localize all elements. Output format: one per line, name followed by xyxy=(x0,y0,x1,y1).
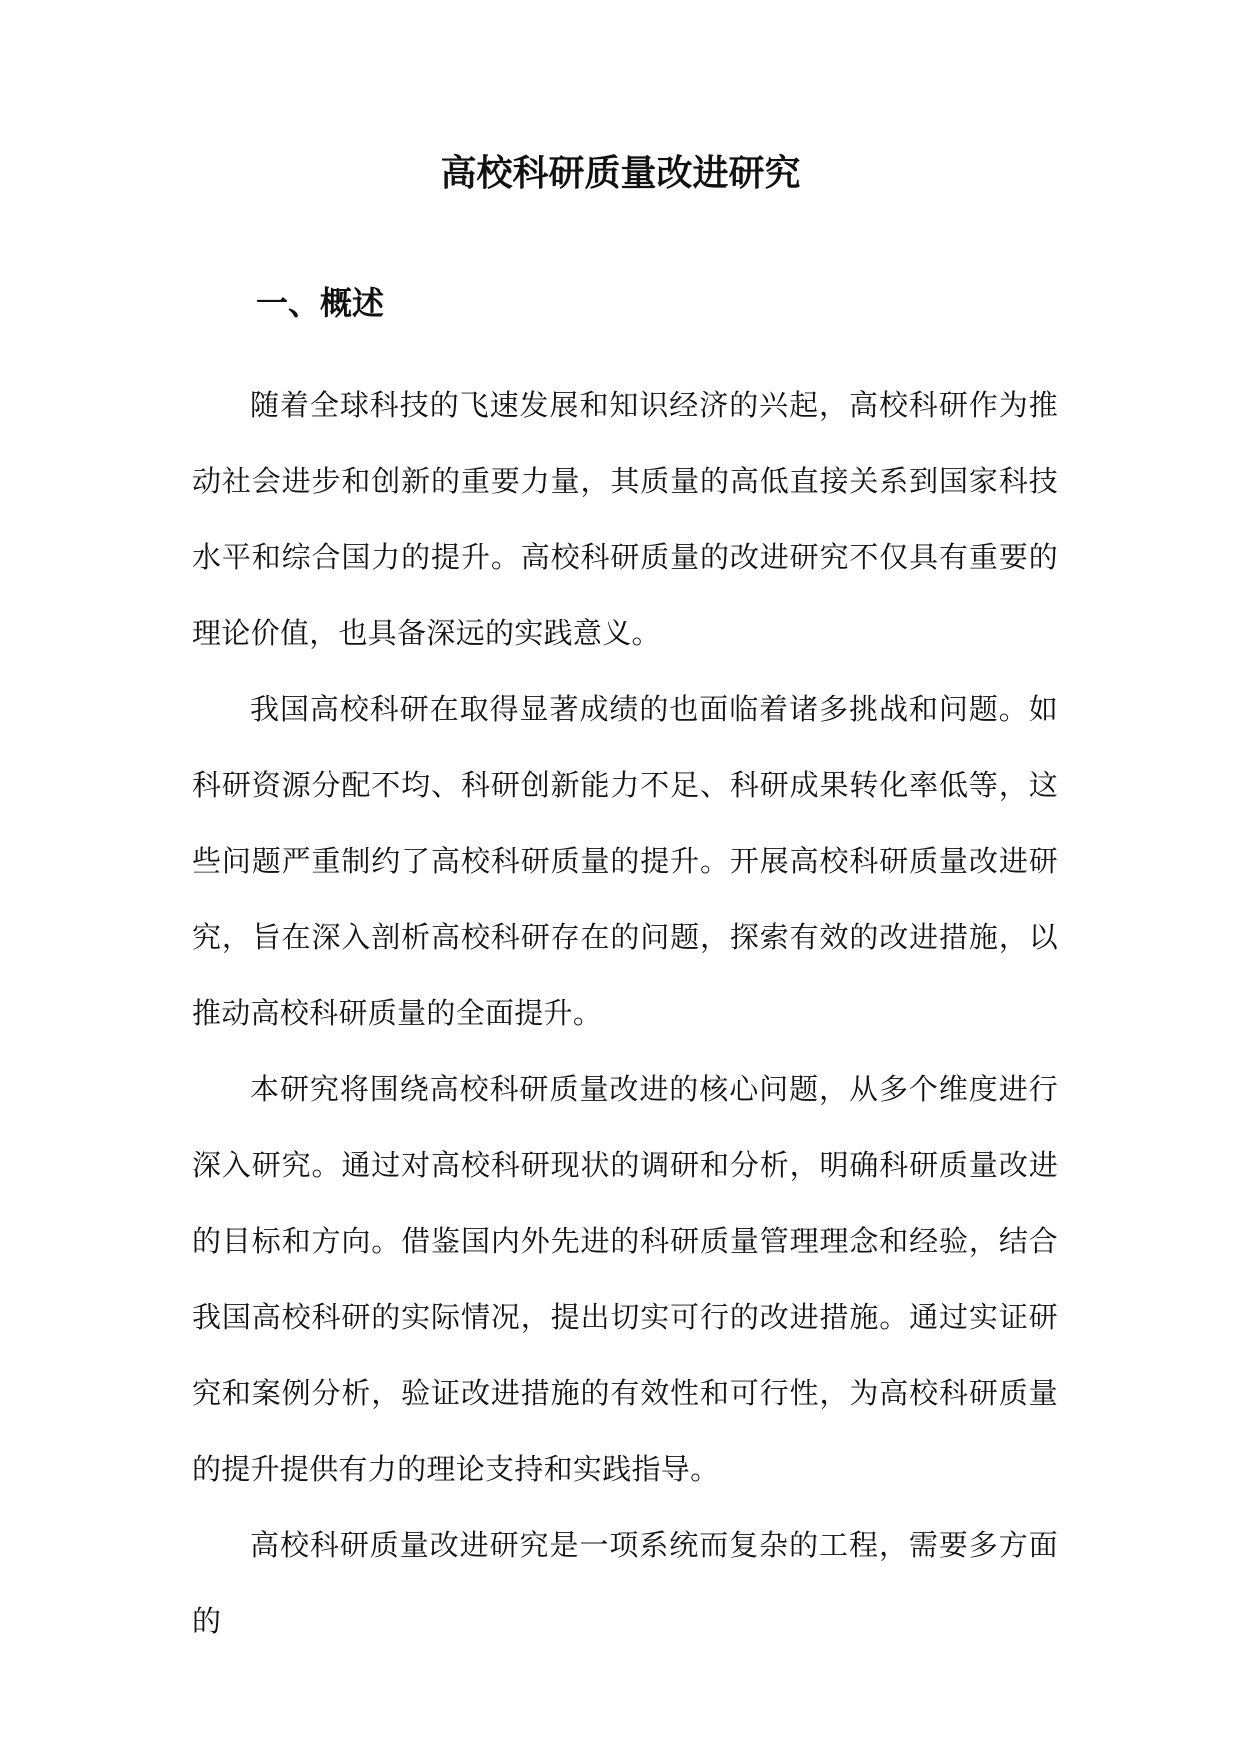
document-title: 高校科研质量改进研究 xyxy=(440,152,801,194)
body-text xyxy=(192,367,1058,1659)
paragraph: 随着全球科技的飞速发展和知识经济的兴起，高校科研作为推动社会进步和创新的重要力量，其质量的高低直接关系到国家科技水平和综合国力的提升。高校科研质量的改进研究不仅具有重要的理论价值，也具备深远的实践意义。 xyxy=(192,388,1058,650)
paragraph: 高校科研质量改进研究是一项系统而复杂的工程，需要多方面的 xyxy=(192,1528,1058,1638)
paragraph: 我国高校科研在取得显著成绩的也面临着诸多挑战和问题。如科研资源分配不均、科研创新能力不足、科研成果转化率低等，这些问题严重制约了高校科研质量的提升。开展高校科研质量改进研究，旨在深入剖析高校科研存在的问题，探索有效的改进措施，以推动高校科研质量的全面提升。 xyxy=(192,692,1058,1030)
section-heading: 一、概述 xyxy=(256,284,385,322)
paragraph: 本研究将围绕高校科研质量改进的核心问题，从多个维度进行深入研究。通过对高校科研现状的调研和分析，明确科研质量改进的目标和方向。借鉴国内外先进的科研质量管理理念和经验，结合我国高校科研的实际情况，提出切实可行的改进措施。通过实证研究和案例分析，验证改进措施的有效性和可行性，为高校科研质量的提升提供有力的理论支持和实践指导。 xyxy=(192,1072,1058,1486)
